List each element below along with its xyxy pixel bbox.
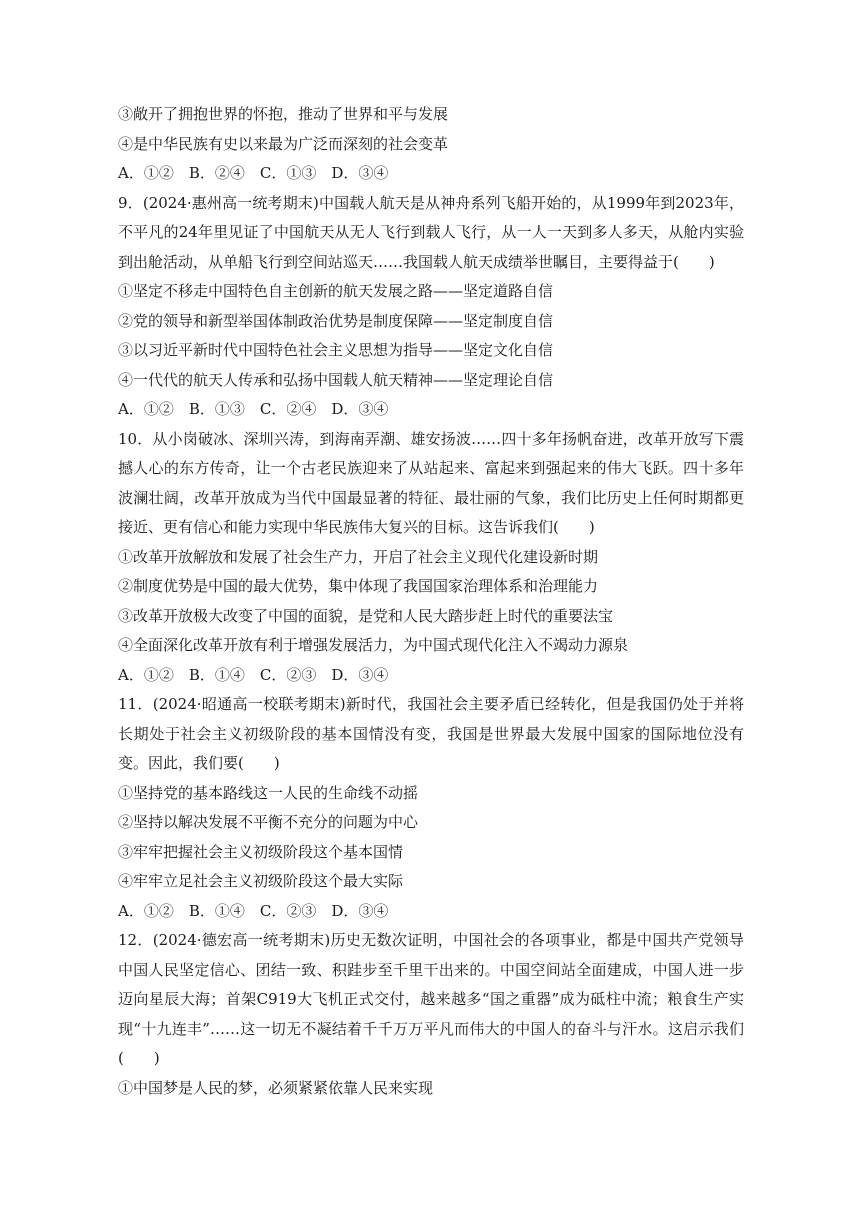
question-12-stem: 12．(2024·德宏高一统考期末)历史无数次证明，中国社会的各项事业，都是中国共产党领导中国人民坚定信心、团结一致、积跬步至千里干出来的。中国空间站全面建成，中国人进一步迈向星辰大海；首架C919大飞机正式交付，越来越多“国之重器”成为砥柱中流；粮食生产实现“十九连丰”……这一切无不凝结着千千万万平凡而伟大的中国人的奋斗与汗水。这启示我们( ) <box>118 931 744 1067</box>
option-item: ②制度优势是中国的最大优势，集中体现了我国国家治理体系和治理能力 <box>118 577 599 595</box>
answer-choices: A．①② B．①④ C．②③ D．③④ <box>118 665 389 684</box>
option-item: ③以习近平新时代中国特色社会主义思想为指导——坚定文化自信 <box>118 341 554 359</box>
option-item: ④全面深化改革开放有利于增强发展活力，为中国式现代化注入不竭动力源泉 <box>118 636 629 654</box>
question-10-stem: 10．从小岗破冰、深圳兴涛，到海南弄潮、雄安扬波……四十多年扬帆奋进，改革开放写下震撼人心的东方传奇，让一个古老民族迎来了从站起来、富起来到强起来的伟大飞跃。四十多年波澜壮阔，改革开放成为当代中国最显著的特征、最壮丽的气象，我们比历史上任何时期都更接近、更有信心和能力实现中华民族伟大复兴的目标。这告诉我们( ) <box>118 429 744 536</box>
option-item: ④一代代的航天人传承和弘扬中国载人航天精神——坚定理论自信 <box>118 370 554 389</box>
exam-content <box>118 100 744 1103</box>
option-item: ④是中华民族有史以来最为广泛而深刻的社会变革 <box>118 134 449 153</box>
option-item: ④牢牢立足社会主义初级阶段这个最大实际 <box>118 872 404 890</box>
option-item: ②坚持以解决发展不平衡不充分的问题为中心 <box>118 813 419 831</box>
answer-choices: A．①② B．②④ C．①③ D．③④ <box>118 164 389 182</box>
option-item: ①改革开放解放和发展了社会生产力，开启了社会主义现代化建设新时期 <box>118 547 599 566</box>
option-item: ③敞开了拥抱世界的怀抱，推动了世界和平与发展 <box>118 105 449 123</box>
option-item: ①坚定不移走中国特色自主创新的航天发展之路——坚定道路自信 <box>118 282 554 300</box>
option-item: ②党的领导和新型举国体制政治优势是制度保障——坚定制度自信 <box>118 311 554 330</box>
question-9-stem: 9．(2024·惠州高一统考期末)中国载人航天是从神舟系列飞船开始的，从1999年到2023年，不平凡的24年里见证了中国航天从无人飞行到载人飞行，从一人一天到多人多天，从舱内实验到出舱活动，从单船飞行到空间站巡天……我国载人航天成绩举世瞩目，主要得益于( ) <box>118 193 744 271</box>
answer-choices: A．①② B．①③ C．②④ D．③④ <box>118 400 389 418</box>
option-item: ①中国梦是人民的梦，必须紧紧依靠人民来实现 <box>118 1078 434 1097</box>
option-item: ①坚持党的基本路线这一人民的生命线不动摇 <box>118 783 419 802</box>
option-item: ③牢牢把握社会主义初级阶段这个基本国情 <box>118 842 404 861</box>
question-11-stem: 11．(2024·昭通高一校联考期末)新时代，我国社会主要矛盾已经转化，但是我国仍处于并将长期处于社会主义初级阶段的基本国情没有变，我国是世界最大发展中国家的国际地位没有变。因此，我们要( ) <box>118 695 744 772</box>
option-item: ③改革开放极大改变了中国的面貌，是党和人民大踏步赶上时代的重要法宝 <box>118 606 614 625</box>
answer-choices: A．①② B．①④ C．②③ D．③④ <box>118 901 389 920</box>
